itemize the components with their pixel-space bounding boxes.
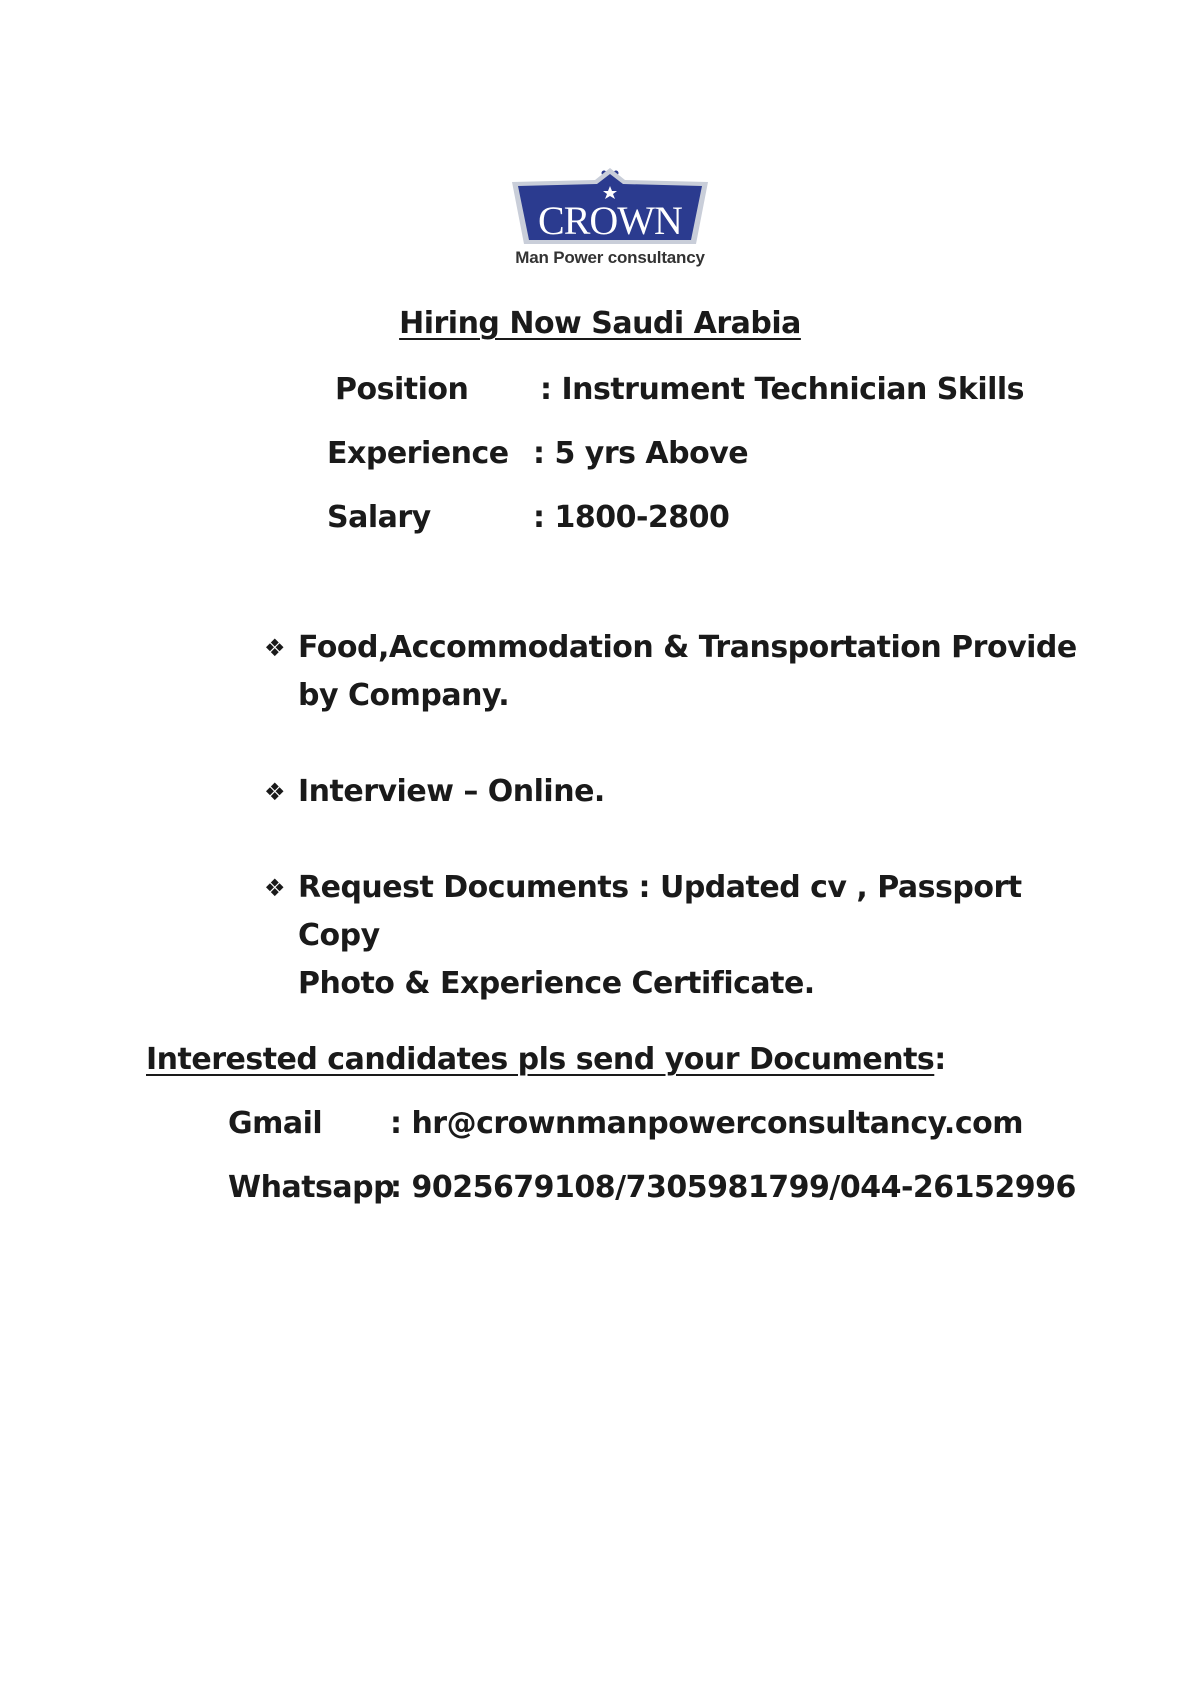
position-value: : Instrument Technician Skills: [540, 372, 1025, 407]
gmail-label: Gmail: [228, 1106, 323, 1141]
bullet-benefits-line2: by Company.: [298, 678, 510, 713]
contact-heading-text: Interested candidates pls send your Documents: [146, 1042, 935, 1077]
bullet-documents-line1: Request Documents : Updated cv , Passport Copy: [298, 870, 1022, 953]
whatsapp-label: Whatsapp: [228, 1170, 395, 1205]
bullet-documents-line2: Photo & Experience Certificate.: [298, 966, 815, 1001]
page-title: Hiring Now Saudi Arabia: [399, 306, 801, 341]
experience-label: Experience: [327, 436, 509, 471]
diamond-bullet-icon: ❖: [264, 874, 286, 902]
contact-heading: [146, 1042, 946, 1077]
bullet-benefits-line1: Food,Accommodation & Transportation Provide: [298, 630, 1077, 665]
salary-value: : 1800-2800: [533, 500, 730, 535]
gmail-value[interactable]: : hr@crownmanpowerconsultancy.com: [390, 1106, 1023, 1141]
logo-tagline: Man Power consultancy: [515, 248, 705, 267]
whatsapp-value[interactable]: : 9025679108/7305981799/044-26152996: [390, 1170, 1076, 1205]
experience-value: : 5 yrs Above: [533, 436, 749, 471]
contact-heading-colon: :: [934, 1042, 946, 1077]
diamond-bullet-icon: ❖: [264, 778, 286, 806]
logo-wordmark: CROWN: [538, 198, 682, 243]
bullet-benefits: [264, 624, 1084, 720]
diamond-bullet-icon: ❖: [264, 634, 286, 662]
crown-logo: [500, 160, 720, 280]
position-label: Position: [335, 372, 469, 407]
salary-label: Salary: [327, 500, 431, 535]
bullet-interview: [264, 768, 1084, 816]
bullet-documents: [264, 864, 1084, 1008]
crown-logo-badge-icon: [500, 160, 720, 250]
bullet-interview-line1: Interview – Online.: [298, 774, 605, 809]
